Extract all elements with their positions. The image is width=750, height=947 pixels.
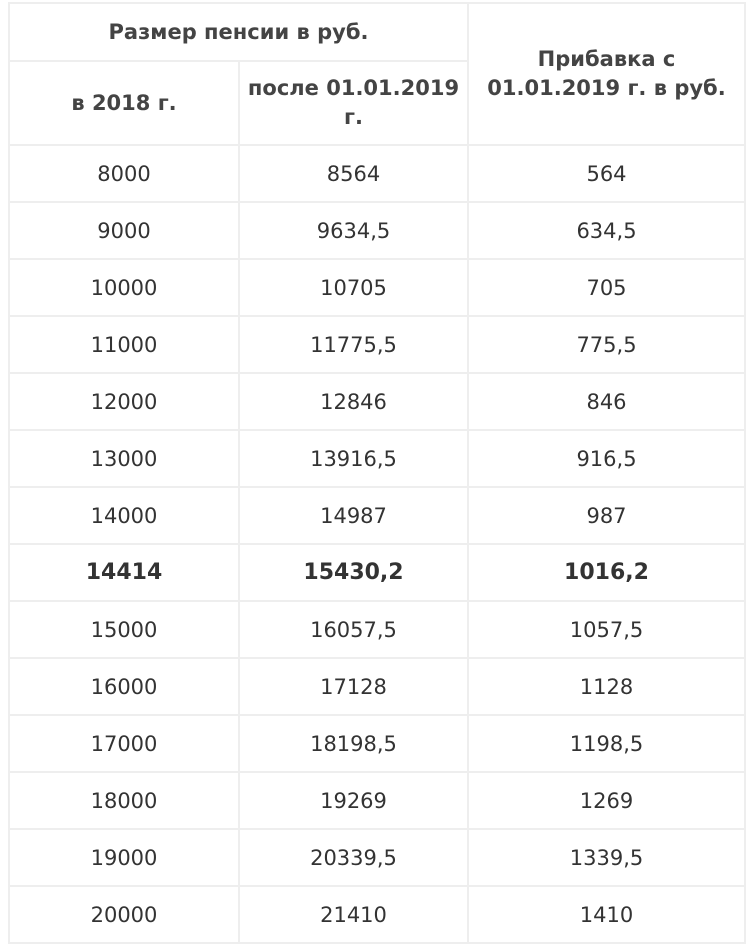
pension-table-container bbox=[8, 2, 744, 942]
cell-before: 20000 bbox=[9, 886, 239, 943]
table-row bbox=[9, 202, 745, 259]
cell-increase: 1269 bbox=[468, 772, 745, 829]
cell-before: 14000 bbox=[9, 487, 239, 544]
cell-after: 15430,2 bbox=[239, 544, 468, 601]
cell-increase: 1016,2 bbox=[468, 544, 745, 601]
cell-after: 11775,5 bbox=[239, 316, 468, 373]
cell-after: 21410 bbox=[239, 886, 468, 943]
cell-after: 16057,5 bbox=[239, 601, 468, 658]
table-row bbox=[9, 487, 745, 544]
cell-before: 15000 bbox=[9, 601, 239, 658]
cell-before: 19000 bbox=[9, 829, 239, 886]
table-row bbox=[9, 886, 745, 943]
cell-before: 18000 bbox=[9, 772, 239, 829]
cell-increase: 1198,5 bbox=[468, 715, 745, 772]
table-row bbox=[9, 715, 745, 772]
header-after-2019: после 01.01.2019 г. bbox=[239, 61, 468, 145]
pension-table bbox=[8, 2, 746, 944]
table-row bbox=[9, 430, 745, 487]
cell-increase: 916,5 bbox=[468, 430, 745, 487]
cell-increase: 634,5 bbox=[468, 202, 745, 259]
header-increase: Прибавка с 01.01.2019 г. в руб. bbox=[468, 3, 745, 145]
table-row bbox=[9, 316, 745, 373]
cell-after: 18198,5 bbox=[239, 715, 468, 772]
table-row bbox=[9, 658, 745, 715]
cell-before: 9000 bbox=[9, 202, 239, 259]
table-row bbox=[9, 772, 745, 829]
header-row-1 bbox=[9, 3, 745, 61]
cell-after: 10705 bbox=[239, 259, 468, 316]
cell-before: 17000 bbox=[9, 715, 239, 772]
cell-before: 13000 bbox=[9, 430, 239, 487]
header-pension-size: Размер пенсии в руб. bbox=[9, 3, 468, 61]
cell-increase: 564 bbox=[468, 145, 745, 202]
table-row bbox=[9, 145, 745, 202]
table-row bbox=[9, 829, 745, 886]
cell-increase: 775,5 bbox=[468, 316, 745, 373]
cell-after: 8564 bbox=[239, 145, 468, 202]
cell-increase: 1128 bbox=[468, 658, 745, 715]
cell-increase: 1339,5 bbox=[468, 829, 745, 886]
cell-before: 14414 bbox=[9, 544, 239, 601]
cell-after: 19269 bbox=[239, 772, 468, 829]
cell-increase: 1410 bbox=[468, 886, 745, 943]
cell-before: 12000 bbox=[9, 373, 239, 430]
cell-after: 14987 bbox=[239, 487, 468, 544]
cell-before: 10000 bbox=[9, 259, 239, 316]
cell-before: 11000 bbox=[9, 316, 239, 373]
table-row bbox=[9, 601, 745, 658]
table-row-highlighted bbox=[9, 544, 745, 601]
cell-increase: 705 bbox=[468, 259, 745, 316]
cell-increase: 846 bbox=[468, 373, 745, 430]
table-row bbox=[9, 373, 745, 430]
cell-increase: 987 bbox=[468, 487, 745, 544]
cell-before: 16000 bbox=[9, 658, 239, 715]
cell-after: 17128 bbox=[239, 658, 468, 715]
cell-after: 13916,5 bbox=[239, 430, 468, 487]
cell-increase: 1057,5 bbox=[468, 601, 745, 658]
cell-after: 12846 bbox=[239, 373, 468, 430]
cell-after: 20339,5 bbox=[239, 829, 468, 886]
cell-after: 9634,5 bbox=[239, 202, 468, 259]
header-year-2018: в 2018 г. bbox=[9, 61, 239, 145]
table-row bbox=[9, 259, 745, 316]
cell-before: 8000 bbox=[9, 145, 239, 202]
